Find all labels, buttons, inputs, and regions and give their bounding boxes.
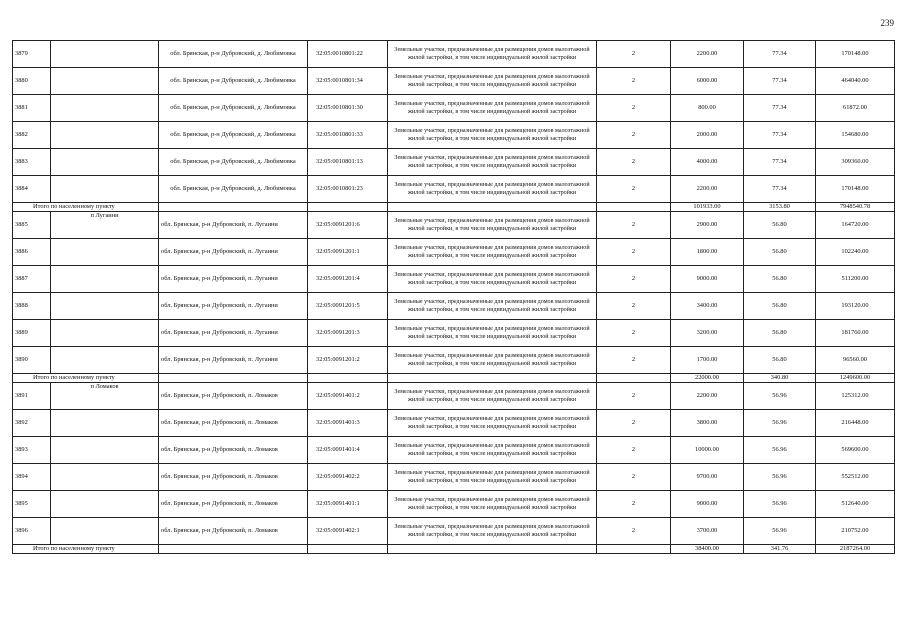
locality-cell <box>51 176 159 203</box>
cadastral-number: 32:05:0091402:2 <box>308 464 388 491</box>
cadastral-value: 181760.00 <box>816 320 895 347</box>
locality-total-row <box>13 374 895 383</box>
address-cell: обл. Брянская, р-н Дубровский, д. Любимовка <box>159 95 308 122</box>
specific-value: 56.80 <box>744 320 816 347</box>
specific-value: 77.34 <box>744 122 816 149</box>
cadastral-number: 32:05:0091401:4 <box>308 437 388 464</box>
empty-cell <box>159 545 308 554</box>
cadastral-value: 216448.00 <box>816 410 895 437</box>
locality-cell <box>51 410 159 437</box>
empty-cell <box>388 374 597 383</box>
permitted-use: Земельные участки, предназначенные для размещения домов малоэтажной жилой застройки, в том числе индивидуальной жилой застройки <box>388 266 597 293</box>
table-row <box>13 41 895 68</box>
group-code: 2 <box>597 68 671 95</box>
area-value: 9700.00 <box>671 464 744 491</box>
area-value: 3800.00 <box>671 410 744 437</box>
row-number: 3885 <box>13 212 51 239</box>
permitted-use: Земельные участки, предназначенные для размещения домов малоэтажной жилой застройки, в том числе индивидуальной жилой застройки <box>388 122 597 149</box>
row-number: 3896 <box>13 518 51 545</box>
table-row <box>13 437 895 464</box>
specific-value: 56.80 <box>744 266 816 293</box>
permitted-use: Земельные участки, предназначенные для размещения домов малоэтажной жилой застройки, в том числе индивидуальной жилой застройки <box>388 41 597 68</box>
table-body <box>13 41 895 554</box>
specific-value: 56.96 <box>744 464 816 491</box>
locality-cell <box>51 464 159 491</box>
address-cell: обл. Брянская, р-н Дубровский, п. Лугаини <box>159 266 308 293</box>
row-number: 3893 <box>13 437 51 464</box>
row-number: 3891 <box>13 383 51 410</box>
address-cell: обл. Брянская, р-н Дубровский, д. Любимовка <box>159 149 308 176</box>
table-row <box>13 266 895 293</box>
group-code: 2 <box>597 176 671 203</box>
locality-cell <box>51 266 159 293</box>
group-code: 2 <box>597 293 671 320</box>
specific-value: 56.80 <box>744 293 816 320</box>
address-cell: обл. Брянская, р-н Дубровский, п. Ломаков <box>159 518 308 545</box>
address-cell: обл. Брянская, р-н Дубровский, п. Лугаини <box>159 293 308 320</box>
locality-cell <box>51 149 159 176</box>
total-cadastral-value: 1249600.00 <box>816 374 895 383</box>
specific-value: 56.96 <box>744 518 816 545</box>
locality-cell <box>51 518 159 545</box>
permitted-use: Земельные участки, предназначенные для размещения домов малоэтажной жилой застройки, в том числе индивидуальной жилой застройки <box>388 437 597 464</box>
locality-cell <box>51 95 159 122</box>
row-number: 3889 <box>13 320 51 347</box>
table-row <box>13 212 895 239</box>
locality-cell: п Ломаков <box>51 383 159 410</box>
specific-value: 56.80 <box>744 212 816 239</box>
total-cadastral-value: 2187264.00 <box>816 545 895 554</box>
cadastral-number: 32:05:0010801:34 <box>308 68 388 95</box>
permitted-use: Земельные участки, предназначенные для размещения домов малоэтажной жилой застройки, в том числе индивидуальной жилой застройки <box>388 149 597 176</box>
permitted-use: Земельные участки, предназначенные для размещения домов малоэтажной жилой застройки, в том числе индивидуальной жилой застройки <box>388 68 597 95</box>
group-code: 2 <box>597 320 671 347</box>
area-value: 2200.00 <box>671 41 744 68</box>
specific-value: 56.96 <box>744 410 816 437</box>
table-row <box>13 320 895 347</box>
table-row <box>13 95 895 122</box>
table-row <box>13 68 895 95</box>
area-value: 2900.00 <box>671 212 744 239</box>
empty-cell <box>308 203 388 212</box>
permitted-use: Земельные участки, предназначенные для размещения домов малоэтажной жилой застройки, в том числе индивидуальной жилой застройки <box>388 320 597 347</box>
specific-value: 77.34 <box>744 149 816 176</box>
total-label: Итого по населенному пункту <box>13 374 159 383</box>
group-code: 2 <box>597 383 671 410</box>
locality-cell <box>51 239 159 266</box>
locality-total-row <box>13 545 895 554</box>
address-cell: обл. Брянская, р-н Дубровский, п. Ломаков <box>159 437 308 464</box>
locality-total-row <box>13 203 895 212</box>
empty-cell <box>159 203 308 212</box>
locality-cell: п Лугаини <box>51 212 159 239</box>
address-cell: обл. Брянская, р-н Дубровский, п. Лугаини <box>159 212 308 239</box>
area-value: 2200.00 <box>671 383 744 410</box>
cadastral-number: 32:05:0091401:1 <box>308 491 388 518</box>
cadastral-number: 32:05:0010801:33 <box>308 122 388 149</box>
group-code: 2 <box>597 149 671 176</box>
address-cell: обл. Брянская, р-н Дубровский, д. Любимовка <box>159 176 308 203</box>
group-code: 2 <box>597 491 671 518</box>
specific-value: 56.96 <box>744 383 816 410</box>
group-code: 2 <box>597 212 671 239</box>
area-value: 800.00 <box>671 95 744 122</box>
group-code: 2 <box>597 437 671 464</box>
empty-cell <box>308 374 388 383</box>
specific-value: 77.34 <box>744 95 816 122</box>
locality-cell <box>51 41 159 68</box>
cadastral-value: 464040.00 <box>816 68 895 95</box>
address-cell: обл. Брянская, р-н Дубровский, д. Любимовка <box>159 41 308 68</box>
table-row <box>13 491 895 518</box>
table-row <box>13 383 895 410</box>
address-cell: обл. Брянская, р-н Дубровский, п. Ломаков <box>159 383 308 410</box>
permitted-use: Земельные участки, предназначенные для размещения домов малоэтажной жилой застройки, в том числе индивидуальной жилой застройки <box>388 95 597 122</box>
row-number: 3894 <box>13 464 51 491</box>
cadastral-value: 61872.00 <box>816 95 895 122</box>
row-number: 3881 <box>13 95 51 122</box>
area-value: 1700.00 <box>671 347 744 374</box>
group-code: 2 <box>597 122 671 149</box>
cadastral-value: 210752.00 <box>816 518 895 545</box>
area-value: 3400.00 <box>671 293 744 320</box>
area-value: 4000.00 <box>671 149 744 176</box>
table-row <box>13 293 895 320</box>
total-area: 101933.00 <box>671 203 744 212</box>
cadastral-number: 32:05:0091201:3 <box>308 320 388 347</box>
empty-cell <box>388 203 597 212</box>
area-value: 6000.00 <box>671 68 744 95</box>
permitted-use: Земельные участки, предназначенные для размещения домов малоэтажной жилой застройки, в том числе индивидуальной жилой застройки <box>388 491 597 518</box>
area-value: 2000.00 <box>671 122 744 149</box>
empty-cell <box>597 203 671 212</box>
group-code: 2 <box>597 410 671 437</box>
cadastral-number: 32:05:0091201:4 <box>308 266 388 293</box>
locality-cell <box>51 437 159 464</box>
table-row <box>13 122 895 149</box>
address-cell: обл. Брянская, р-н Дубровский, д. Любимовка <box>159 122 308 149</box>
row-number: 3886 <box>13 239 51 266</box>
permitted-use: Земельные участки, предназначенные для размещения домов малоэтажной жилой застройки, в том числе индивидуальной жилой застройки <box>388 239 597 266</box>
cadastral-value: 102240.00 <box>816 239 895 266</box>
cadastral-number: 32:05:0091201:6 <box>308 212 388 239</box>
permitted-use: Земельные участки, предназначенные для размещения домов малоэтажной жилой застройки, в том числе индивидуальной жилой застройки <box>388 518 597 545</box>
group-code: 2 <box>597 518 671 545</box>
row-number: 3879 <box>13 41 51 68</box>
address-cell: обл. Брянская, р-н Дубровский, п. Лугаини <box>159 320 308 347</box>
empty-cell <box>308 545 388 554</box>
permitted-use: Земельные участки, предназначенные для размещения домов малоэтажной жилой застройки, в том числе индивидуальной жилой застройки <box>388 383 597 410</box>
cadastral-number: 32:05:0010801:30 <box>308 95 388 122</box>
total-label: Итого по населенному пункту <box>13 203 159 212</box>
row-number: 3892 <box>13 410 51 437</box>
locality-cell <box>51 347 159 374</box>
total-label: Итого по населенному пункту <box>13 545 159 554</box>
table-row <box>13 518 895 545</box>
cadastral-number: 32:05:0091401:2 <box>308 383 388 410</box>
total-specific-value: 341.76 <box>744 545 816 554</box>
area-value: 3700.00 <box>671 518 744 545</box>
row-number: 3887 <box>13 266 51 293</box>
address-cell: обл. Брянская, р-н Дубровский, п. Ломаков <box>159 491 308 518</box>
group-code: 2 <box>597 347 671 374</box>
permitted-use: Земельные участки, предназначенные для размещения домов малоэтажной жилой застройки, в том числе индивидуальной жилой застройки <box>388 293 597 320</box>
locality-cell <box>51 293 159 320</box>
address-cell: обл. Брянская, р-н Дубровский, п. Лугаини <box>159 239 308 266</box>
row-number: 3882 <box>13 122 51 149</box>
row-number: 3895 <box>13 491 51 518</box>
table-row <box>13 239 895 266</box>
area-value: 3200.00 <box>671 320 744 347</box>
locality-cell <box>51 68 159 95</box>
cadastral-value: 309360.00 <box>816 149 895 176</box>
cadastral-value: 552512.00 <box>816 464 895 491</box>
cadastral-value: 125312.00 <box>816 383 895 410</box>
area-value: 1800.00 <box>671 239 744 266</box>
table-row <box>13 176 895 203</box>
cadastral-number: 32:05:0010801:23 <box>308 176 388 203</box>
address-cell: обл. Брянская, р-н Дубровский, п. Ломаков <box>159 410 308 437</box>
row-number: 3888 <box>13 293 51 320</box>
specific-value: 56.80 <box>744 239 816 266</box>
area-value: 9000.00 <box>671 266 744 293</box>
address-cell: обл. Брянская, р-н Дубровский, п. Ломаков <box>159 464 308 491</box>
row-number: 3880 <box>13 68 51 95</box>
area-value: 2200.00 <box>671 176 744 203</box>
specific-value: 77.34 <box>744 176 816 203</box>
address-cell: обл. Брянская, р-н Дубровский, п. Лугаини <box>159 347 308 374</box>
row-number: 3884 <box>13 176 51 203</box>
row-number: 3883 <box>13 149 51 176</box>
specific-value: 77.34 <box>744 68 816 95</box>
area-value: 9000.00 <box>671 491 744 518</box>
total-cadastral-value: 7948540.78 <box>816 203 895 212</box>
table-row <box>13 464 895 491</box>
locality-cell <box>51 491 159 518</box>
row-number: 3890 <box>13 347 51 374</box>
empty-cell <box>159 374 308 383</box>
table-row <box>13 410 895 437</box>
address-cell: обл. Брянская, р-н Дубровский, д. Любимовка <box>159 68 308 95</box>
specific-value: 56.96 <box>744 437 816 464</box>
group-code: 2 <box>597 95 671 122</box>
empty-cell <box>388 545 597 554</box>
cadastral-value: 512640.00 <box>816 491 895 518</box>
specific-value: 56.96 <box>744 491 816 518</box>
cadastral-number: 32:05:0091401:3 <box>308 410 388 437</box>
cadastral-value: 511200.00 <box>816 266 895 293</box>
total-specific-value: 3153.80 <box>744 203 816 212</box>
permitted-use: Земельные участки, предназначенные для размещения домов малоэтажной жилой застройки, в том числе индивидуальной жилой застройки <box>388 212 597 239</box>
table-row <box>13 149 895 176</box>
cadastral-value: 164720.00 <box>816 212 895 239</box>
specific-value: 77.34 <box>744 41 816 68</box>
page-number: 239 <box>880 18 894 28</box>
cadastral-number: 32:05:0010801:13 <box>308 149 388 176</box>
cadastral-value: 170148.00 <box>816 176 895 203</box>
cadastral-value: 96560.00 <box>816 347 895 374</box>
cadastral-number: 32:05:0091402:1 <box>308 518 388 545</box>
permitted-use: Земельные участки, предназначенные для размещения домов малоэтажной жилой застройки, в том числе индивидуальной жилой застройки <box>388 410 597 437</box>
empty-cell <box>597 374 671 383</box>
group-code: 2 <box>597 239 671 266</box>
cadastral-number: 32:05:0091201:2 <box>308 347 388 374</box>
group-code: 2 <box>597 41 671 68</box>
cadastral-number: 32:05:0010801:22 <box>308 41 388 68</box>
cadastral-value: 569600.00 <box>816 437 895 464</box>
permitted-use: Земельные участки, предназначенные для размещения домов малоэтажной жилой застройки, в том числе индивидуальной жилой застройки <box>388 176 597 203</box>
area-value: 10000.00 <box>671 437 744 464</box>
land-registry-table <box>12 40 895 554</box>
cadastral-number: 32:05:0091201:1 <box>308 239 388 266</box>
permitted-use: Земельные участки, предназначенные для размещения домов малоэтажной жилой застройки, в том числе индивидуальной жилой застройки <box>388 347 597 374</box>
locality-cell <box>51 320 159 347</box>
total-specific-value: 340.80 <box>744 374 816 383</box>
specific-value: 56.80 <box>744 347 816 374</box>
group-code: 2 <box>597 464 671 491</box>
cadastral-value: 154680.00 <box>816 122 895 149</box>
total-area: 22000.00 <box>671 374 744 383</box>
cadastral-value: 193120.00 <box>816 293 895 320</box>
table-row <box>13 347 895 374</box>
locality-cell <box>51 122 159 149</box>
empty-cell <box>597 545 671 554</box>
permitted-use: Земельные участки, предназначенные для размещения домов малоэтажной жилой застройки, в том числе индивидуальной жилой застройки <box>388 464 597 491</box>
cadastral-number: 32:05:0091201:5 <box>308 293 388 320</box>
group-code: 2 <box>597 266 671 293</box>
cadastral-value: 170148.00 <box>816 41 895 68</box>
total-area: 38400.00 <box>671 545 744 554</box>
